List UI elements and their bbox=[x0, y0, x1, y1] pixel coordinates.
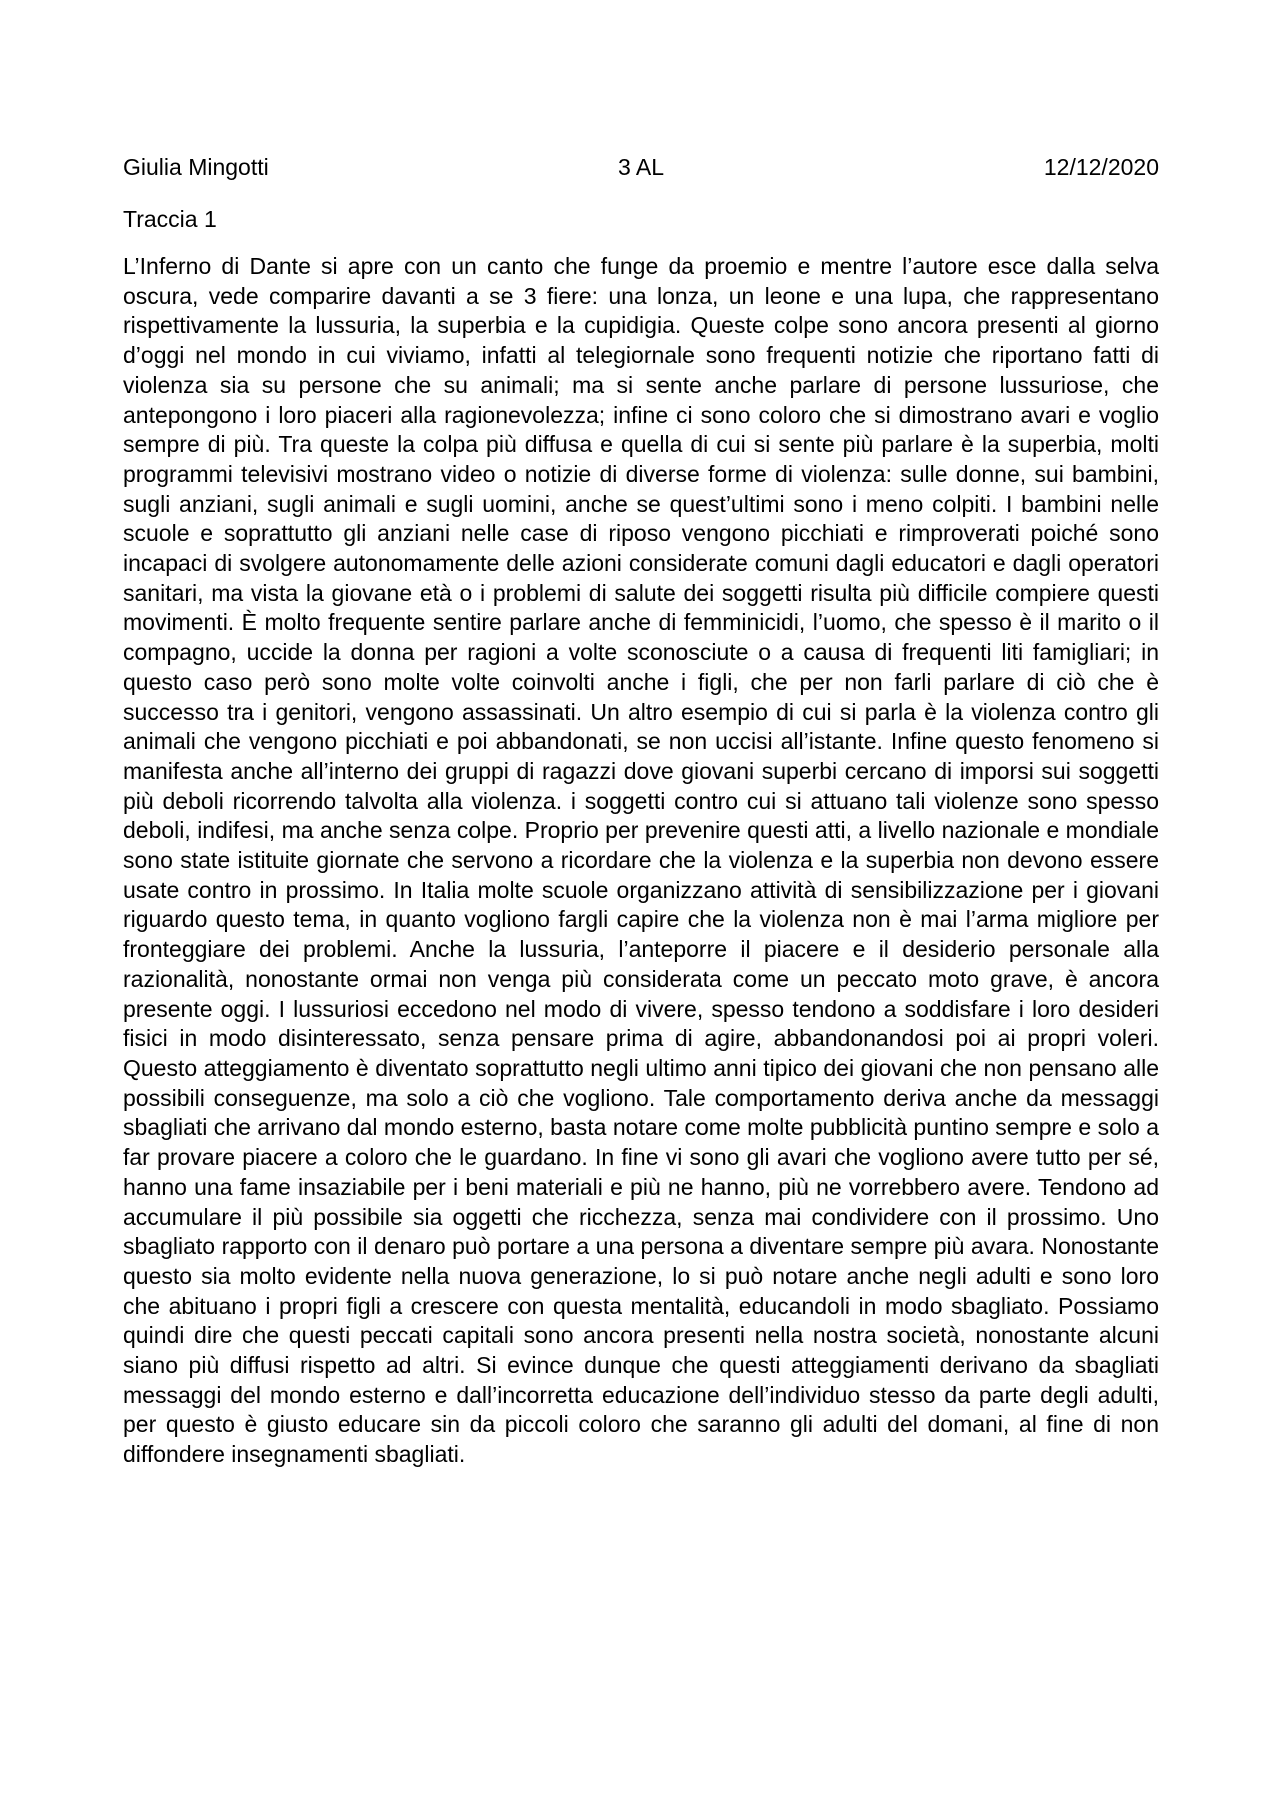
author-name: Giulia Mingotti bbox=[123, 154, 269, 180]
task-title: Traccia 1 bbox=[123, 206, 217, 232]
essay-body: L’Inferno di Dante si apre con un canto che funge da proemio e mentre l’autore esce dalla selva oscura, vede comparire davanti a se 3 fiere: una lonza, un leone e una lupa, che rappresentano rispettivamente la lussuria, la superbia e la cupidigia. Queste colpe sono ancora presenti al giorno d’oggi nel mondo in cui viviamo, infatti al telegiornale sono frequenti notizie che riportano fatti di violenza sia su persone che su animali; ma si sente anche parlare di persone lussuriose, che antepongono i loro piaceri alla ragionevolezza; infine ci sono coloro che si dimostrano avari e voglio sempre di più. Tra queste la colpa più diffusa e quella di cui si sente più parlare è la superbia, molti programmi televisivi mostrano video o notizie di diverse forme di violenza: sulle donne, sui bambini, sugli anziani, sugli animali e sugli uomini, anche se quest’ultimi sono i meno colpiti. I bambini nelle scuole e soprattutto gli anziani nelle case di riposo vengono picchiati e rimproverati poiché sono incapaci di svolgere autonomamente delle azioni considerate comuni dagli educatori e dagli operatori sanitari, ma vista la giovane età o i problemi di salute dei soggetti risulta più difficile compiere questi movimenti. È molto frequente sentire parlare anche di femminicidi, l’uomo, che spesso è il marito o il compagno, uccide la donna per ragioni a volte sconosciute o a causa di frequenti liti famigliari; in questo caso però sono molte volte coinvolti anche i figli, che per non farli parlare di ciò che è successo tra i genitori, vengono assassinati. Un altro esempio di cui si parla è la violenza contro gli animali che vengono picchiati e poi abbandonati, se non uccisi all’istante. Infine questo fenomeno si manifesta anche all’interno dei gruppi di ragazzi dove giovani superbi cercano di imporsi sui soggetti più deboli ricorrendo talvolta alla violenza. i soggetti contro cui si attuano tali violenze sono spesso deboli, indifesi, ma anche senza colpe. Proprio per prevenire questi atti, a livello nazionale e mondiale sono state istituite giornate che servono a ricordare che la violenza e la superbia non devono essere usate contro in prossimo. In Italia molte scuole organizzano attività di sensibilizzazione per i giovani riguardo questo tema, in quanto vogliono fargli capire che la violenza non è mai l’arma migliore per fronteggiare dei problemi. Anche la lussuria, l’anteporre il piacere e il desiderio personale alla razionalità, nonostante ormai non venga più considerata come un peccato moto grave, è ancora presente oggi. I lussuriosi eccedono nel modo di vivere, spesso tendono a soddisfare i loro desideri fisici in modo disinteressato, senza pensare prima di agire, abbandonandosi poi ai propri voleri. Questo atteggiamento è diventato soprattutto negli ultimo anni tipico dei giovani che non pensano alle possibili conseguenze, ma solo a ciò che vogliono. Tale comportamento deriva anche da messaggi sbagliati che arrivano dal mondo esterno, basta notare come molte pubblicità puntino sempre e solo a far provare piacere a coloro che le guardano. In fine vi sono gli avari che vogliono avere tutto per sé, hanno una fame insaziabile per i beni materiali e più ne hanno, più ne vorrebbero avere. Tendono ad accumulare il più possibile sia oggetti che ricchezza, senza mai condividere con il prossimo. Uno sbagliato rapporto con il denaro può portare a una persona a diventare sempre più avara. Nonostante questo sia molto evidente nella nuova generazione, lo si può notare anche negli adulti e sono loro che abituano i propri figli a crescere con questa mentalità, educandoli in modo sbagliato. Possiamo quindi dire che questi peccati capitali sono ancora presenti nella nostra società, nonostante alcuni siano più diffusi rispetto ad altri. Si evince dunque che questi atteggiamenti derivano da sbagliati messaggi del mondo esterno e dall’incorretta educazione dell’individuo stesso da parte degli adulti, per questo è giusto educare sin da piccoli coloro che saranno gli adulti del domani, al fine di non diffondere insegnamenti sbagliati. bbox=[123, 253, 1159, 1468]
document-header bbox=[123, 150, 1159, 184]
document-date: 12/12/2020 bbox=[1043, 154, 1159, 180]
class-label: 3 AL bbox=[617, 154, 665, 180]
document-page bbox=[123, 150, 1159, 1470]
